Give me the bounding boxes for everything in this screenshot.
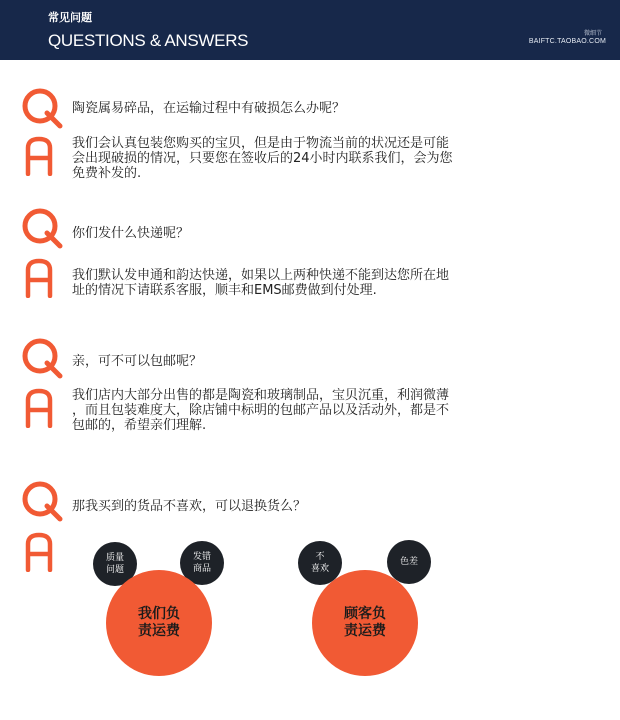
bubble-label: 质量: [105, 553, 124, 563]
header-small-cn: 微细节: [583, 30, 602, 37]
a-letter-icon: [24, 258, 54, 298]
faq-1-question: 陶瓷属易碎品，在运输过程中有破损怎么办呢？: [72, 101, 346, 116]
bubble-label: 发错: [192, 552, 211, 562]
header-title-en: QUESTIONS & ANSWERS: [48, 31, 249, 50]
bubble-label: 责运费: [138, 623, 180, 639]
faq-3-answer-line: ，而且包装难度大，除店铺中标明的包邮产品以及活动外，都是不: [72, 403, 450, 418]
seller-pays-shipping-bubble: [106, 570, 212, 676]
q-circle-icon: [20, 479, 64, 523]
faq-3-question: 亲，可不可以包邮呢？: [72, 354, 203, 369]
a-letter-icon: [24, 136, 54, 176]
faq-1-answer-line: 免费补发的.: [72, 166, 142, 181]
a-letter-icon: [24, 388, 54, 428]
faq-1-answer-line: 会出现破损的情况，只要您在签收后的24小时内联系我们，会为您: [72, 151, 453, 166]
bubble-label: 问题: [105, 565, 124, 575]
bubble-label: 色差: [399, 557, 418, 567]
header-banner: [0, 0, 620, 60]
faq-2-answer-line: 我们默认发申通和韵达快递，如果以上两种快递不能到达您所在地: [72, 268, 450, 283]
header-url: BAIFTC.TAOBAO.COM: [528, 38, 606, 45]
q-circle-icon: [20, 86, 64, 130]
faq-1-answer-line: 我们会认真包装您购买的宝贝，但是由于物流当前的状况还是可能: [72, 136, 450, 151]
faq-3-answer: [72, 388, 492, 433]
faq-2-question: 你们发什么快递呢？: [72, 226, 190, 241]
bubble-label: 顾客负: [344, 606, 386, 622]
q-circle-icon: [20, 336, 64, 380]
bubble-label: 我们负: [138, 606, 180, 622]
faq-4-question: 那我买到的货品不喜欢，可以退换货么？: [72, 499, 307, 514]
header-title-cn: 常见问题: [48, 11, 92, 24]
faq-1-answer: [72, 136, 492, 181]
bubble-label: 不: [315, 552, 325, 562]
faq-2-answer: [72, 268, 492, 298]
faq-3-answer-line: 我们店内大部分出售的都是陶瓷和玻璃制品，宝贝沉重，利润微薄: [72, 388, 450, 403]
customer-pays-shipping-bubble: [312, 570, 418, 676]
q-circle-icon: [20, 206, 64, 250]
a-letter-icon: [24, 532, 54, 572]
bubble-label: 商品: [192, 564, 211, 574]
faq-2-answer-line: 址的情况下请联系客服，顺丰和EMS邮费做到付处理.: [72, 283, 377, 298]
bubble-label: 喜欢: [310, 564, 329, 574]
bubble-label: 责运费: [344, 623, 386, 639]
faq-3-answer-line: 包邮的，希望亲们理解.: [72, 418, 207, 433]
